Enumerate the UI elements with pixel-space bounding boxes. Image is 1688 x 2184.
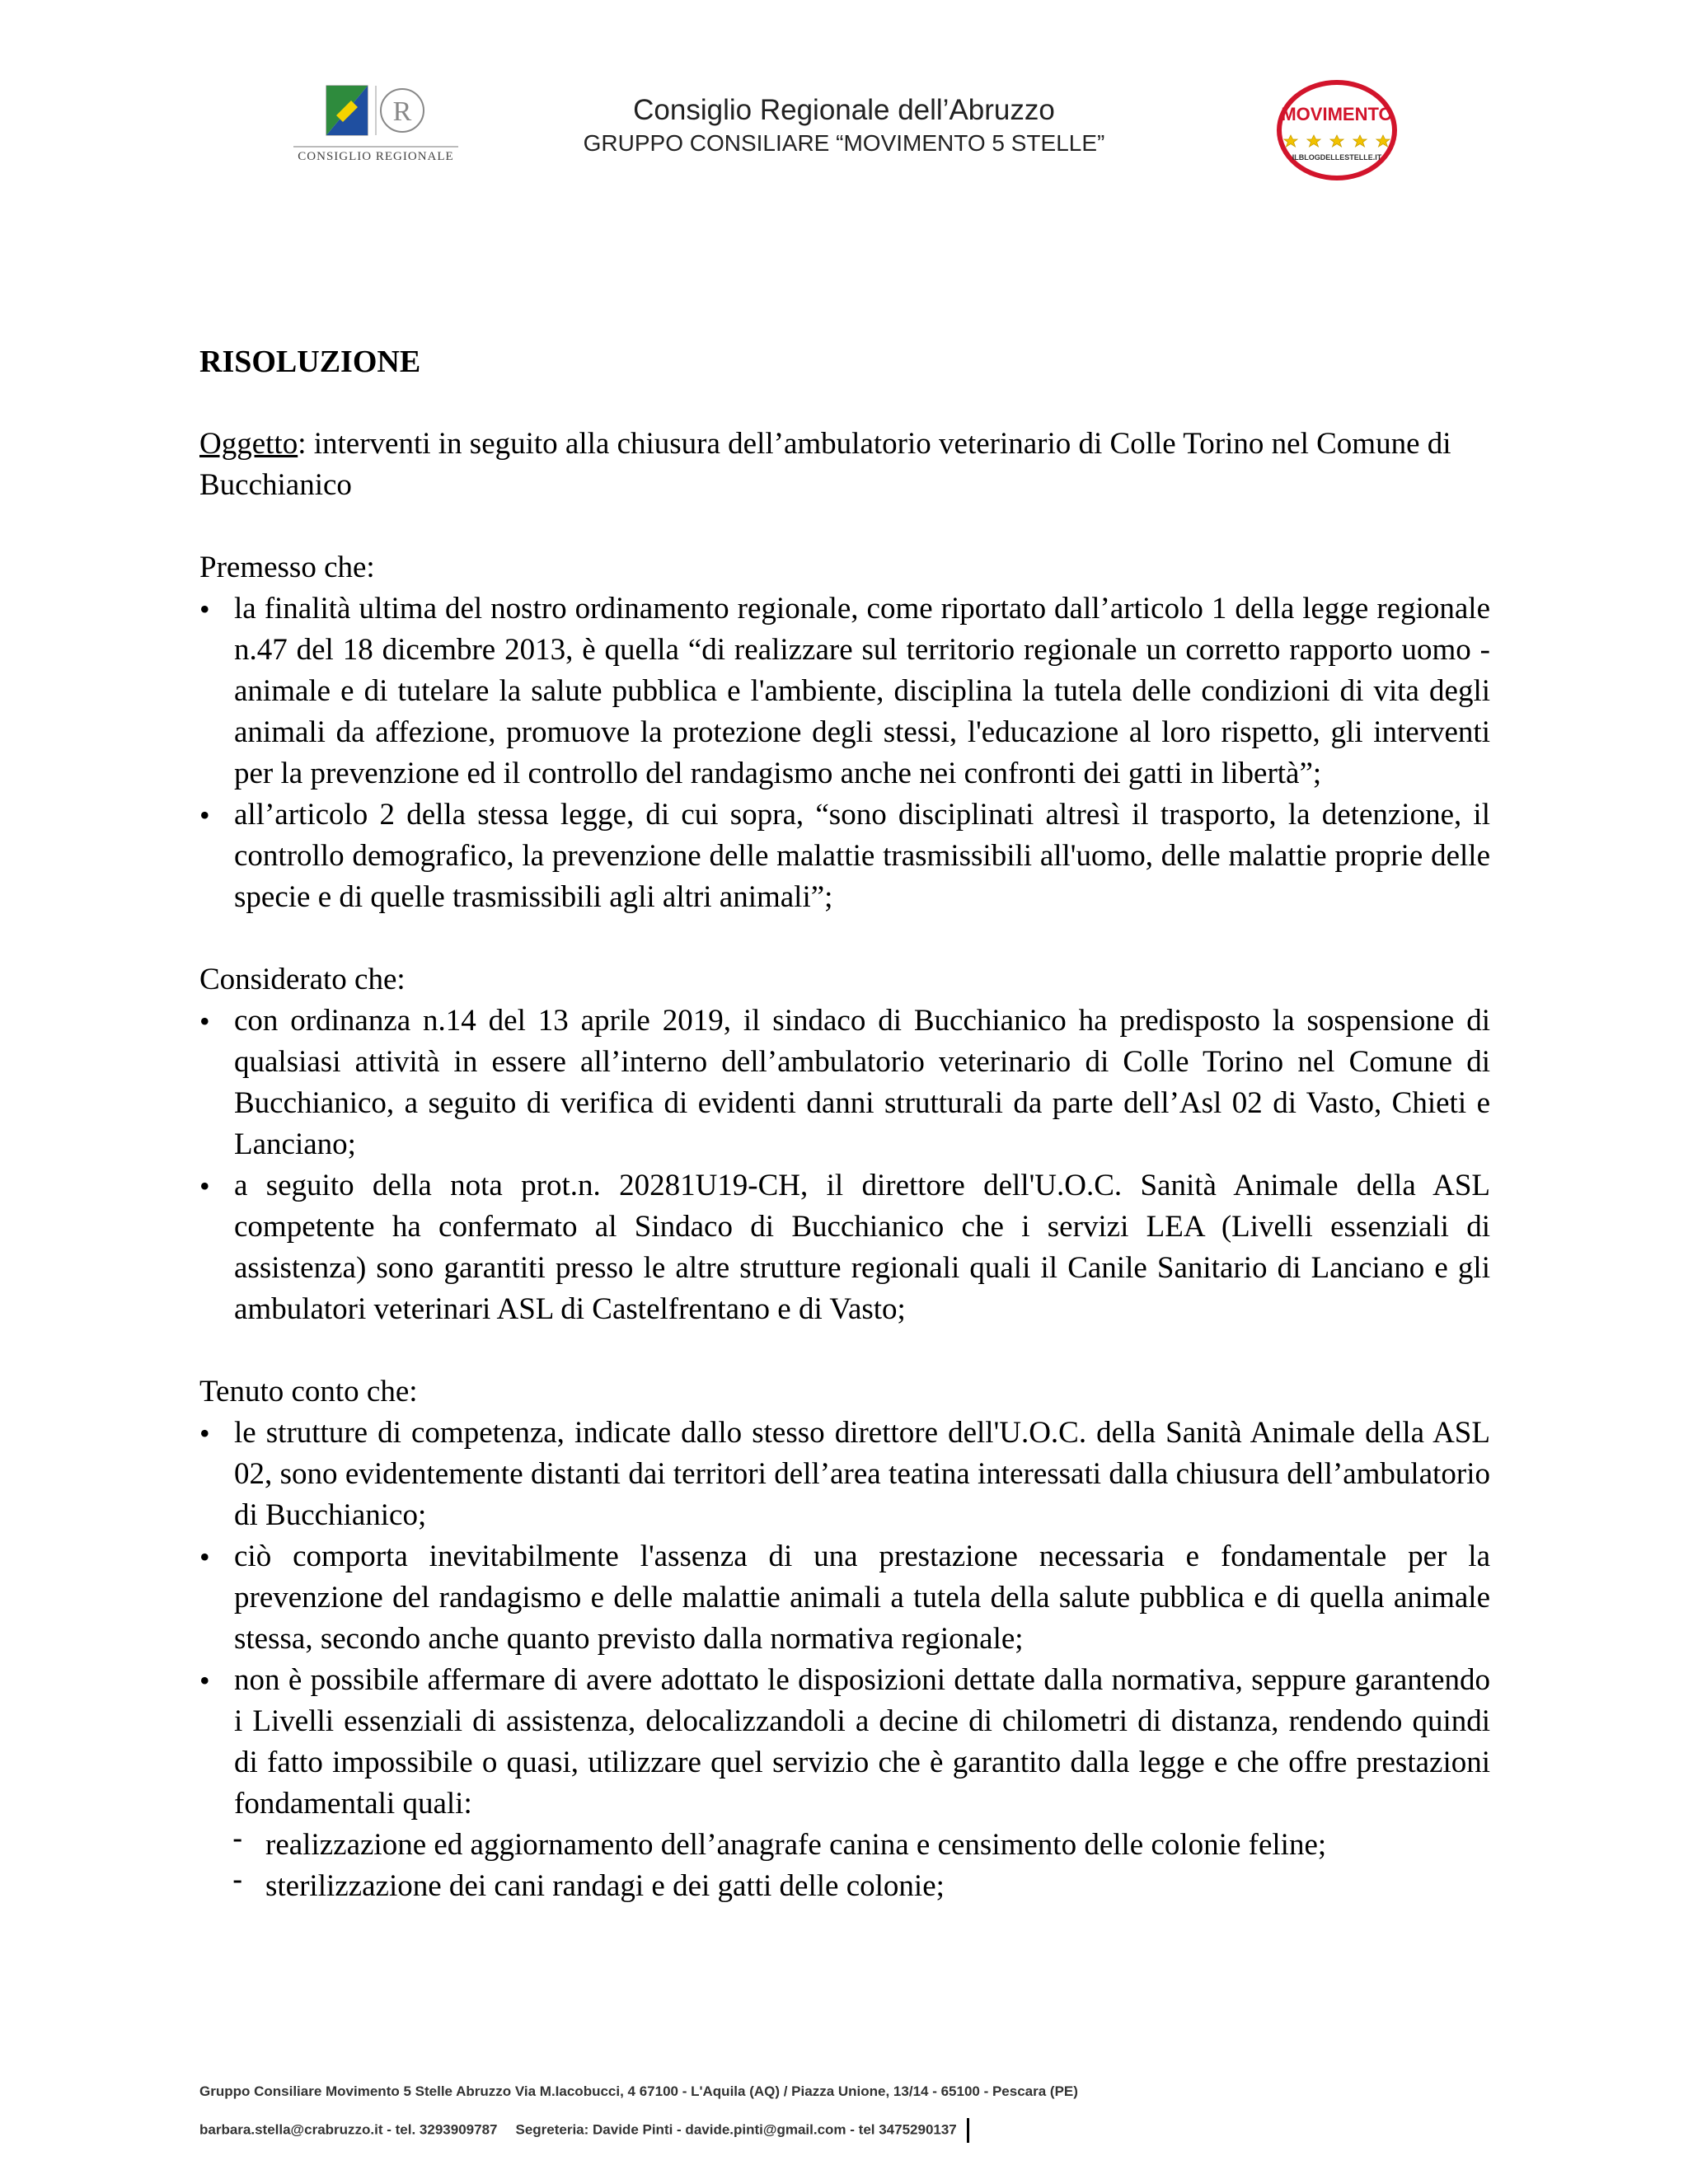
- footer-contact: barbara.stella@crabruzzo.it - tel. 3293909787: [199, 2121, 498, 2138]
- section-premesso: [199, 547, 1490, 918]
- header-title: Consiglio Regionale dell’Abruzzo: [633, 94, 1055, 126]
- footer-address: Gruppo Consiliare Movimento 5 Stelle Abruzzo Via M.Iacobucci, 4 67100 - L'Aquila (AQ) / Piazza Unione, 13/14 - 65100 - Pescara (PE): [199, 2083, 1078, 2099]
- svg-text:R: R: [392, 96, 412, 127]
- m5s-logo-wordmark: MOVIMENTO: [1281, 104, 1393, 124]
- subject-line: [199, 424, 1490, 506]
- subject-label: Oggetto: [199, 427, 298, 461]
- list-item: • con ordinanza n.14 del 13 aprile 2019, il sindaco di Bucchianico ha predisposto la sospensione di qualsiasi attività in essere all’interno dell’ambulatorio veterinario di Colle Torino nel Comune di Bucchianico, a seguito di verifica di evidenti danni strutturali da parte dell’Asl 02 di Vasto, Chieti e Lanciano;: [199, 1001, 1490, 1165]
- list-item: • la finalità ultima del nostro ordinamento regionale, come riportato dall’articolo 1 della legge regionale n.47 del 18 dicembre 2013, è quella “di realizzare sul territorio regionale un corretto rapporto uomo - animale e di tutelare la salute pubblica e l'ambiente, disciplina la tutela delle condizioni di vita degli animali da affezione, promuove la protezione degli stessi, l'educazione al loro rispetto, gli interventi per la prevenzione ed il controllo del randagismo anche nei confronti dei gatti in libertà”;: [199, 588, 1490, 794]
- footer-secretary: Segreteria: Davide Pinti - davide.pinti@gmail.com - tel 3475290137: [515, 2121, 957, 2138]
- m5s-logo-url: ILBLOGDELLESTELLE.IT: [1292, 153, 1382, 162]
- section-considerato: [199, 959, 1490, 1330]
- header-subtitle: GRUPPO CONSILIARE “MOVIMENTO 5 STELLE”: [583, 130, 1105, 156]
- section-title: Tenuto conto che:: [199, 1375, 418, 1408]
- dash-item: - realizzazione ed aggiornamento dell’anagrafe canina e censimento delle colonie feline;: [232, 1825, 1490, 1866]
- document-body: [199, 341, 1490, 1948]
- section-tenuto-conto: [199, 1371, 1490, 1907]
- movimento-5-stelle-logo: [1274, 79, 1400, 183]
- list-item: • all’articolo 2 della stessa legge, di cui sopra, “sono disciplinati altresì il trasporto, la detenzione, il controllo demografico, la prevenzione delle malattie trasmissibili all'uomo, delle malattie proprie delle specie e di quelle trasmissibili agli altri animali”;: [199, 794, 1490, 918]
- consiglio-logo-caption: CONSIGLIO REGIONALE: [298, 150, 454, 163]
- dash-item: - sterilizzazione dei cani randagi e dei gatti delle colonie;: [232, 1866, 1490, 1907]
- bullet-list: [199, 1001, 1490, 1330]
- list-item: • a seguito della nota prot.n. 20281U19-CH, il direttore dell'U.O.C. Sanità Animale della ASL competente ha confermato al Sindaco di Bucchianico che i servizi LEA (Livelli essenziali di assistenza) sono garantiti presso le altre strutture regionali quali il Canile Sanitario di Lanciano e gli ambulatori veterinari ASL di Castelfrentano e di Vasto;: [199, 1165, 1490, 1330]
- footer-contacts: [199, 2118, 1518, 2143]
- bullet-list: [199, 1413, 1490, 1825]
- list-item: • le strutture di competenza, indicate dallo stesso direttore dell'U.O.C. della Sanità Animale della ASL 02, sono evidentemente distanti dai territori dell’area teatina interessati dalla chiusura dell’ambulatorio di Bucchianico;: [199, 1413, 1490, 1536]
- section-title: Considerato che:: [199, 963, 406, 996]
- list-item: • non è possibile affermare di avere adottato le disposizioni dettate dalla normativa, seppure garantendo i Livelli essenziali di assistenza, delocalizzandoli a decine di chilometri di distanza, rendendo quindi di fatto impossibile o quasi, utilizzare quel servizio che è garantito dalla legge e che offre prestazioni fondamentali quali:: [199, 1660, 1490, 1825]
- footer-divider: [967, 2118, 969, 2143]
- section-title: Premesso che:: [199, 551, 375, 584]
- m5s-logo-emblem: [1274, 79, 1400, 183]
- document-heading: RISOLUZIONE: [199, 344, 421, 379]
- list-item: • ciò comporta inevitabilmente l'assenza di una prestazione necessaria e fondamentale per la prevenzione del randagismo e delle malattie animali a tutela della salute pubblica e di quella animale stessa, secondo anche quanto previsto dalla normativa regionale;: [199, 1536, 1490, 1660]
- subject-text: : interventi in seguito alla chiusura dell’ambulatorio veterinario di Colle Torino nel Comune di Bucchianico: [199, 427, 1451, 502]
- bullet-list: [199, 588, 1490, 918]
- dash-list: [199, 1825, 1490, 1907]
